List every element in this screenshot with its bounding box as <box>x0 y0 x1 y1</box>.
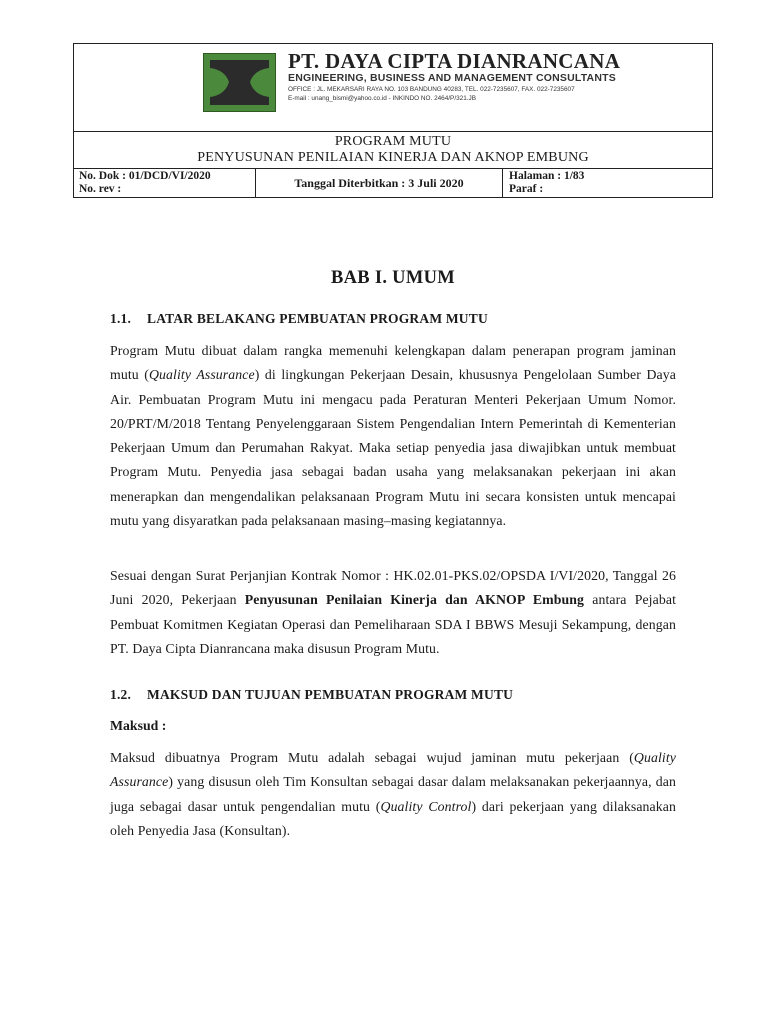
italic-term: Quality Assurance <box>110 750 676 790</box>
doc-number: No. Dok : 01/DCD/VI/2020 <box>79 170 211 182</box>
document-title: PROGRAM MUTU <box>334 134 452 149</box>
document-subtitle: PENYUSUNAN PENILAIAN KINERJA DAN AKNOP EMBUNG <box>197 150 589 165</box>
section-heading-1-1 <box>110 311 488 327</box>
company-name: PT. DAYA CIPTA DIANRANCANA <box>288 49 621 73</box>
paragraph-maksud <box>110 746 676 843</box>
italic-term: Quality Control <box>380 798 472 814</box>
issue-date: Tanggal Diterbitkan : 3 Juli 2020 <box>256 169 503 198</box>
company-email: E-mail : unang_bismi@yahoo.co.id - INKINDO NO. 2464/P/321.JB <box>288 95 476 102</box>
text-span: ) di lingkungan Pekerjaan Desain, khususnya Pengelolaan Sumber Daya Air. Pembuatan Program Mutu ini mengacu pada Peraturan Menteri Pekerjaan Umum Nomor. 20/PRT/M/2018 Tentang Penyelenggaraan Sistem Pengendalian Intern Pemerintah di Kementerian Pekerjaan Umum dan Perumahan Rakyat. Maka setiap penyedia jasa diwajibkan untuk membuat Program Mutu. Penyedia jasa sebagai badan usaha yang melaksanakan pekerjaan ini akan menerapkan dan mengendalikan pelaksanaan Program Mutu ini secara konsisten untuk mencapai mutu yang disyaratkan pada pelaksanaan masing–masing kegiatannya. <box>110 367 676 529</box>
company-letterhead <box>74 44 712 132</box>
section-number: 1.2. <box>110 687 132 702</box>
text-span: Program Mutu dibuat dalam rangka memenuhi kelengkapan dalam penerapan program jaminan mutu ( <box>110 343 676 383</box>
text-span: Sesuai dengan Surat Perjanjian Kontrak Nomor : HK.02.01-PKS.02/OPSDA I/VI/2020, Tanggal 26 Juni 2020, Pekerjaan <box>110 568 676 608</box>
company-address: OFFICE : JL. MEKARSARI RAYA NO. 103 BANDUNG 40283, TEL. 022-7235607, FAX. 022-7235607 <box>288 86 575 93</box>
doc-number-cell <box>74 169 256 198</box>
section-title: LATAR BELAKANG PEMBUATAN PROGRAM MUTU <box>147 311 488 326</box>
section-number: 1.1. <box>110 311 132 326</box>
chapter-title-wrap <box>110 268 676 289</box>
chapter-title: BAB I. UMUM <box>330 268 456 288</box>
text-span: antara Pejabat Pembuat Komitmen Kegiatan Operasi dan Pemeliharaan SDA I BBWS Mesuji Sekampung, dengan PT. Daya Cipta Dianrancana maka disusun Program Mutu. <box>110 592 676 656</box>
document-title-block <box>74 132 712 169</box>
document-meta-row <box>74 169 712 198</box>
paraf: Paraf : <box>509 183 544 195</box>
bold-term: Penyusunan Penilaian Kinerja dan AKNOP Embung <box>244 592 585 608</box>
revision-number: No. rev : <box>79 183 122 195</box>
text-span: ) dari pekerjaan yang dilaksanakan oleh Penyedia Jasa (Konsultan). <box>110 798 676 838</box>
text-span: ) yang disusun oleh Tim Konsultan sebagai dasar dalam melaksanakan pekerjaannya, dan juga sebagai dasar untuk pengendalian mutu ( <box>110 774 676 814</box>
page-number: Halaman : 1/83 <box>509 170 585 182</box>
text-span: Maksud dibuatnya Program Mutu adalah sebagai wujud jaminan mutu pekerjaan ( <box>110 750 634 765</box>
section-title: MAKSUD DAN TUJUAN PEMBUATAN PROGRAM MUTU <box>147 687 514 702</box>
page-info-cell <box>503 169 712 198</box>
company-info <box>288 50 708 103</box>
section-heading-1-2 <box>110 687 513 703</box>
italic-term: Quality Assurance <box>148 367 255 383</box>
company-subtitle: ENGINEERING, BUSINESS AND MANAGEMENT CONSULTANTS <box>288 72 616 84</box>
paragraph-contract <box>110 564 676 661</box>
document-header <box>73 43 713 198</box>
maksud-label: Maksud : <box>110 718 167 733</box>
company-logo-icon <box>203 53 276 112</box>
paragraph-background <box>110 339 676 533</box>
